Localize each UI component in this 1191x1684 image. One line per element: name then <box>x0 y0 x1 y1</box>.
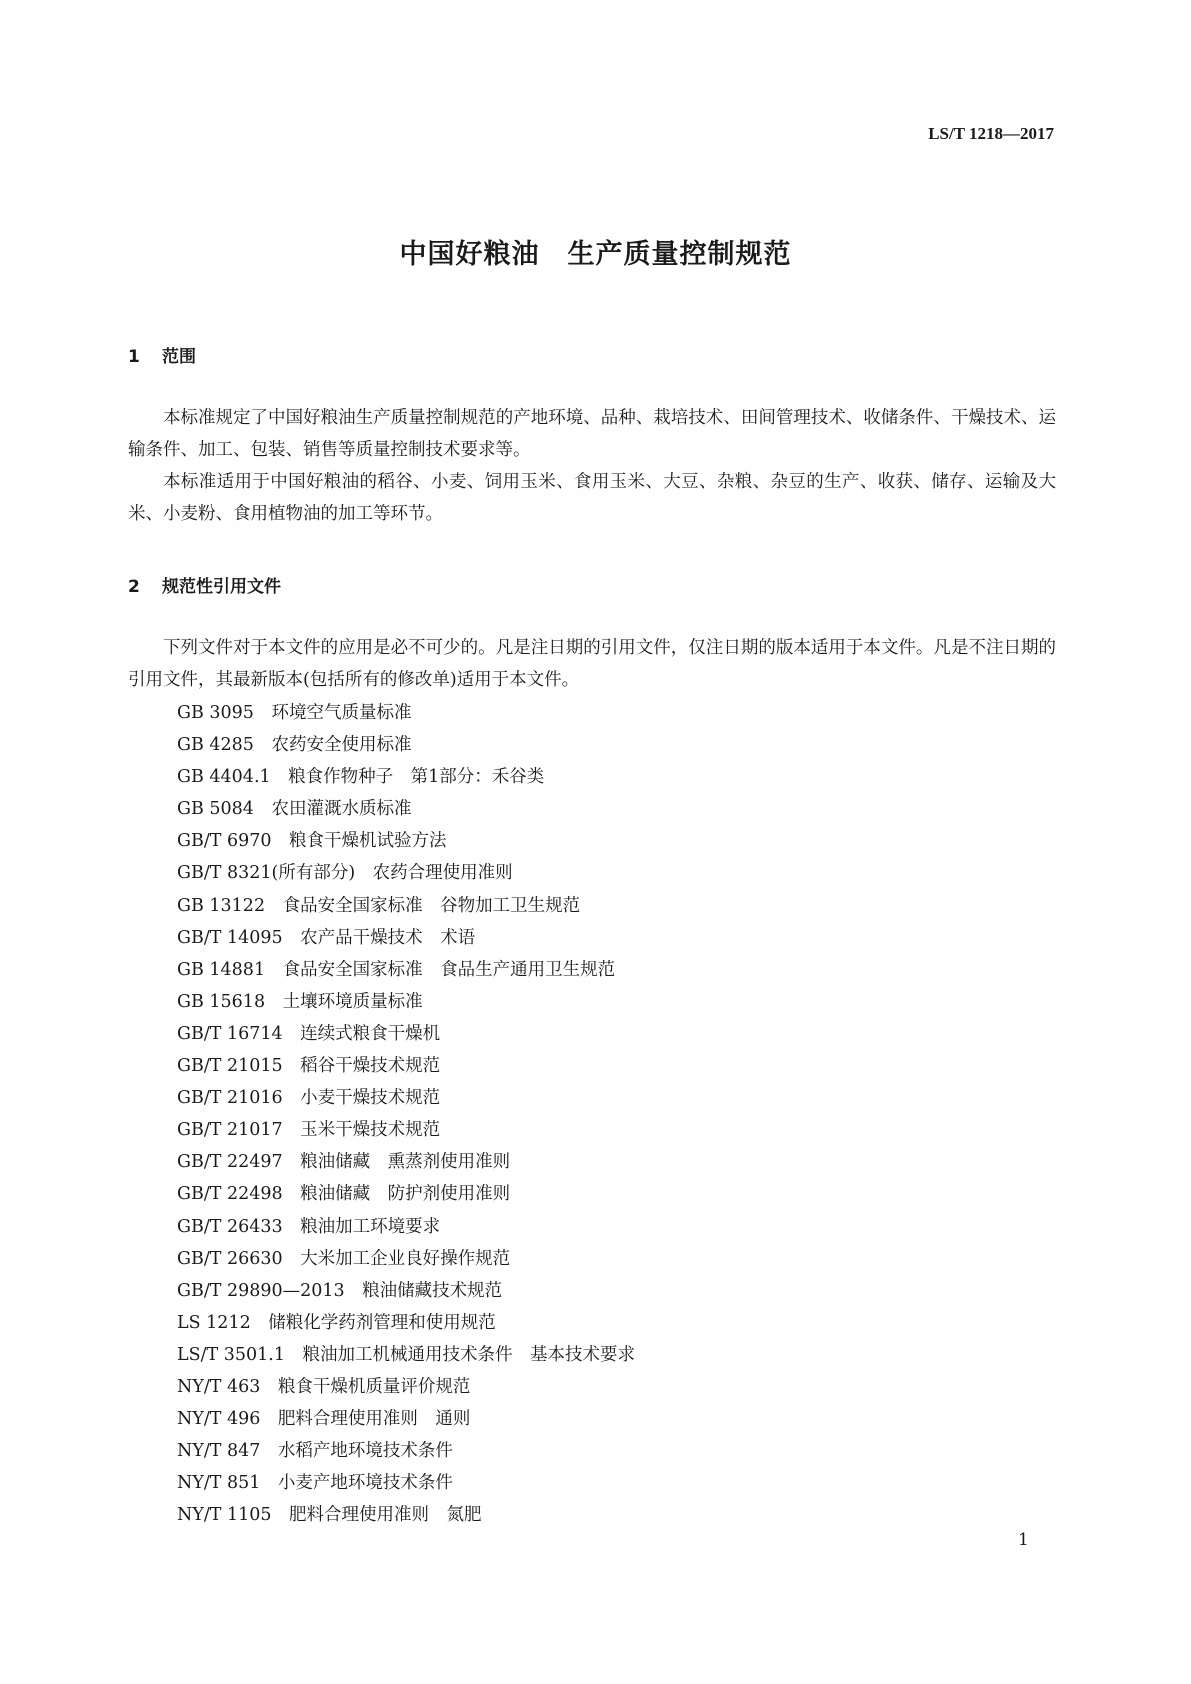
section-number: 2 <box>128 577 140 597</box>
reference-item: GB/T 6970 粮食干燥机试验方法 <box>177 831 447 852</box>
reference-item: NY/T 847 水稻产地环境技术条件 <box>177 1441 453 1462</box>
document-title: 中国好粮油 生产质量控制规范 <box>399 239 792 270</box>
reference-item: GB/T 22498 粮油储藏 防护剂使用准则 <box>177 1184 511 1205</box>
reference-item: GB/T 29890—2013 粮油储藏技术规范 <box>177 1280 503 1301</box>
reference-item: GB 3095 环境空气质量标准 <box>177 703 412 723</box>
references-intro-paragraph: 下列文件对于本文件的应用是必不可少的。凡是注日期的引用文件，仅注日期的版本适用于本文件。凡是不注日期的引用文件，其最新版本(包括所有的修改单)适用于本文件。 <box>128 638 1056 690</box>
reference-item: GB 13122 食品安全国家标准 谷物加工卫生规范 <box>177 895 581 916</box>
reference-item: GB/T 14095 农产品干燥技术 术语 <box>177 927 476 948</box>
reference-item: NY/T 851 小麦产地环境技术条件 <box>177 1473 453 1494</box>
reference-item: LS/T 3501.1 粮油加工机械通用技术条件 基本技术要求 <box>177 1344 635 1365</box>
reference-item: GB/T 22497 粮油储藏 熏蒸剂使用准则 <box>177 1152 511 1173</box>
reference-item: GB 4404.1 粮食作物种子 第1部分：禾谷类 <box>177 767 545 788</box>
reference-item: GB/T 26630 大米加工企业良好操作规范 <box>177 1248 511 1269</box>
reference-item: NY/T 463 粮食干燥机质量评价规范 <box>177 1376 471 1397</box>
reference-item: GB/T 8321(所有部分) 农药合理使用准则 <box>177 863 513 884</box>
section-heading-normative-references <box>128 572 281 597</box>
reference-item: NY/T 496 肥料合理使用准则 通则 <box>177 1409 471 1430</box>
section-title: 范围 <box>162 347 196 367</box>
reference-item: GB 14881 食品安全国家标准 食品生产通用卫生规范 <box>177 959 616 980</box>
reference-item: GB/T 26433 粮油加工环境要求 <box>177 1216 441 1237</box>
reference-item: GB 15618 土壤环境质量标准 <box>177 991 423 1012</box>
section-title: 规范性引用文件 <box>162 577 281 597</box>
section-heading-scope <box>128 342 196 367</box>
reference-item: GB/T 16714 连续式粮食干燥机 <box>177 1023 441 1044</box>
page-number: 1 <box>1018 1530 1029 1550</box>
reference-item: LS 1212 储粮化学药剂管理和使用规范 <box>177 1312 496 1333</box>
reference-item: GB 4285 农药安全使用标准 <box>177 735 412 756</box>
reference-item: GB/T 21017 玉米干燥技术规范 <box>177 1120 441 1141</box>
reference-item: GB/T 21015 稻谷干燥技术规范 <box>177 1056 441 1077</box>
reference-list <box>177 697 635 1531</box>
reference-item: NY/T 1105 肥料合理使用准则 氮肥 <box>177 1505 482 1526</box>
standard-code: LS/T 1218—2017 <box>928 124 1054 143</box>
section-number: 1 <box>128 347 140 367</box>
reference-item: GB 5084 农田灌溉水质标准 <box>177 799 412 820</box>
reference-item: GB/T 21016 小麦干燥技术规范 <box>177 1088 441 1109</box>
scope-paragraph-2: 本标准适用于中国好粮油的稻谷、小麦、饲用玉米、食用玉米、大豆、杂粮、杂豆的生产、收获、储存、运输及大米、小麦粉、食用植物油的加工等环节。 <box>128 472 1056 524</box>
scope-paragraph-1: 本标准规定了中国好粮油生产质量控制规范的产地环境、品种、栽培技术、田间管理技术、收储条件、干燥技术、运输条件、加工、包装、销售等质量控制技术要求等。 <box>128 408 1056 460</box>
